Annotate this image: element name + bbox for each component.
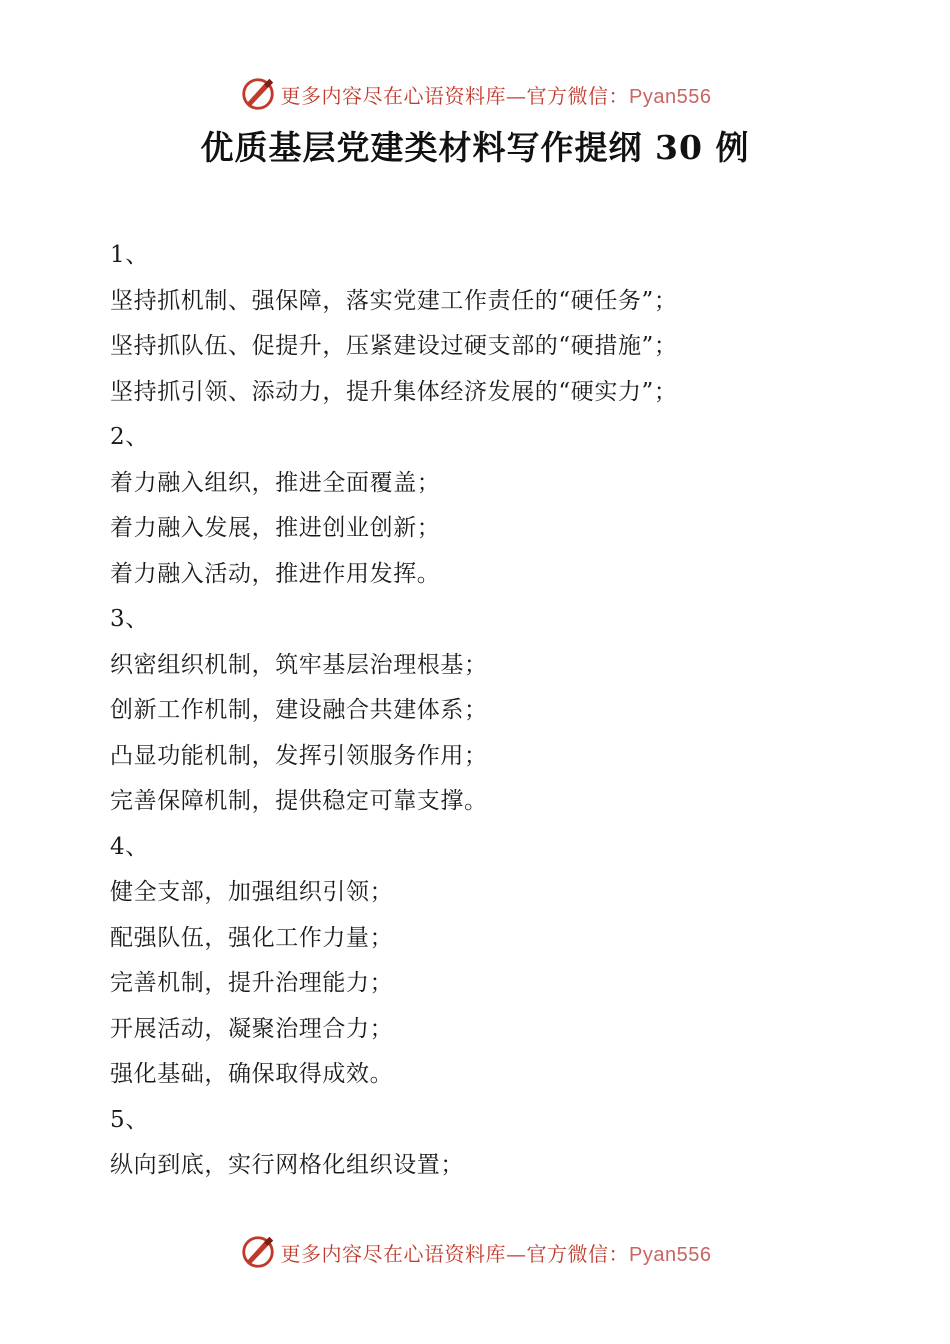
wechat-id: Pyan556 [629,85,712,108]
text-line: 凸显功能机制，发挥引领服务作用； [110,742,488,769]
text-line: 健全支部，加强组织引领； [110,879,394,905]
document-body [110,233,870,1189]
page-title: 优质基层党建类材料写作提纲 30 例 [200,128,750,167]
text-line: 5、 [110,1106,149,1133]
footer-watermark [0,1230,950,1274]
pen-logo-icon [239,75,277,113]
text-line: 着力融入组织，推进全面覆盖； [110,469,441,496]
text-line: 完善保障机制，提供稳定可靠支撑。 [110,788,488,814]
text-line: 强化基础，确保取得成效。 [110,1061,394,1087]
text-line: 着力融入活动，推进作用发挥。 [110,560,441,587]
text-line: 开展活动，凝聚治理合力； [110,1015,394,1042]
text-line: 织密组织机制，筑牢基层治理根基； [110,651,488,678]
header-watermark [0,72,950,116]
text-line: 1、 [110,242,149,268]
text-line: 创新工作机制，建设融合共建体系； [110,697,488,723]
text-line: 4、 [110,833,149,860]
watermark-text: 更多内容尽在心语资料库—官方微信： [280,1241,630,1266]
text-line: 3、 [110,606,149,632]
wechat-id: Pyan556 [629,1243,712,1266]
text-line: 坚持抓队伍、促提升，压紧建设过硬支部的“硬措施”； [110,333,678,359]
text-line: 完善机制，提升治理能力； [110,970,394,996]
text-line: 纵向到底，实行网格化组织设置； [110,1152,464,1178]
text-line: 坚持抓机制、强保障，落实党建工作责任的“硬任务”； [110,287,678,314]
text-line: 2、 [110,424,149,450]
pen-logo-icon [239,1233,277,1271]
text-line: 坚持抓引领、添动力，提升集体经济发展的“硬实力”； [110,378,678,405]
text-line: 配强队伍，强化工作力量； [110,924,394,951]
watermark-text: 更多内容尽在心语资料库—官方微信： [280,83,630,108]
text-line: 着力融入发展，推进创业创新； [110,515,441,541]
